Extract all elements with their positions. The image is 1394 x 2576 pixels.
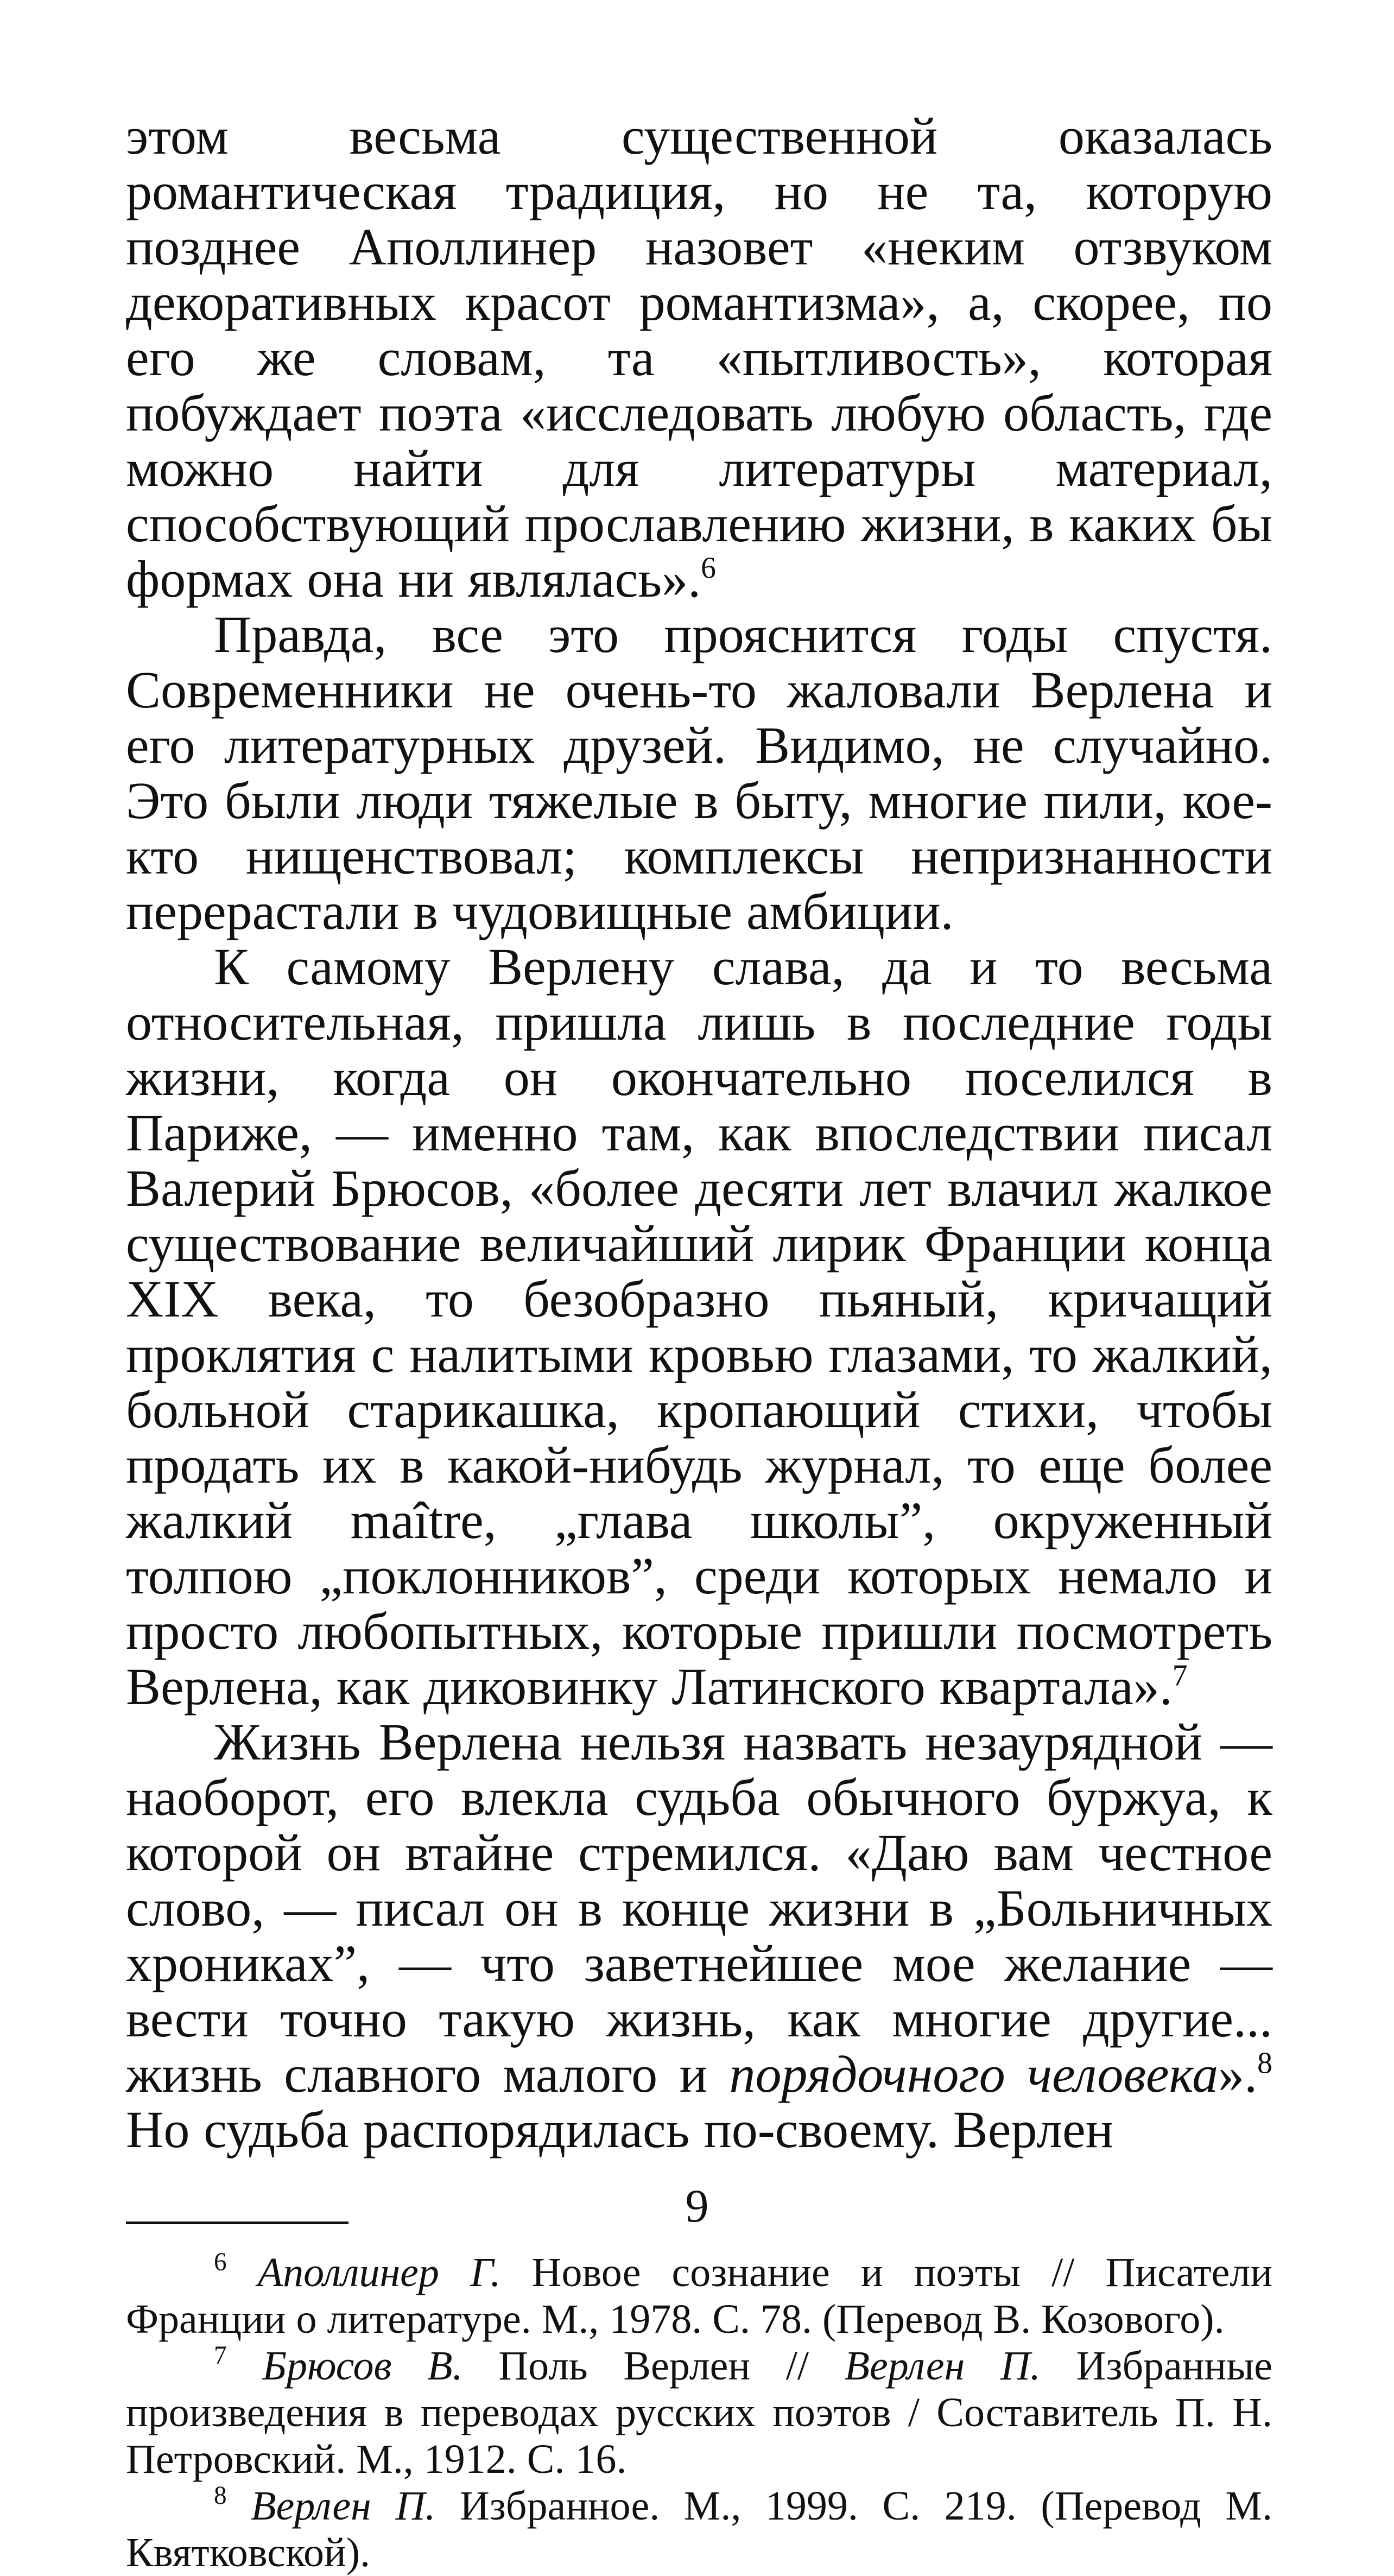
body-paragraph-4: Жизнь Верлена нельзя назвать незаурядной — наоборот, его влекла судьба обычного буржуа, к которой он втайне стремился. «Даю вам честное слово, — писал он в конце жизни в „Больничных хрониках”, — что заветнейшее мое желание — вести точно такую жизнь, как многие другие... жизнь славного малого и порядочного человека».$^8$ Но судьба распорядилась по-своему. Верлен — [126, 1713, 1273, 2159]
footnote-ref-7[interactable]: 7 — [1172, 1659, 1188, 1693]
footnote-author-2: Верлен П. — [844, 2343, 1041, 2389]
footnote-number: 7 — [214, 2341, 227, 2370]
body-paragraph-2: Правда, все это прояснится годы спустя. Современники не очень-то жаловали Верлена и его литературных друзей. Видимо, не случайно. Это были люди тяжелые в быту, многие пили, кое-кто нищенствовал; комплексы непризнанности перерастали в чудовищные амбиции. — [126, 605, 1272, 940]
footnote-number: 6 — [214, 2248, 227, 2276]
footnote-ref-8[interactable]: 8 — [1257, 2046, 1273, 2080]
footnote-author: Брюсов В. — [262, 2343, 463, 2389]
footnote-6: $^6$ Аполлинер Г. Новое сознание и поэты // Писатели Франции о литературе. М., 1978. С. 78. (Перевод В. Козового). — [126, 2248, 1272, 2342]
footnote-number: 8 — [214, 2481, 227, 2510]
page-number: 9 — [685, 2180, 709, 2232]
footnote-ref-6[interactable]: 6 — [701, 551, 716, 585]
footnote-8: $^8$ Верлен П. Избранное. М., 1999. С. 219. (Перевод М. Квятковской). — [126, 2481, 1272, 2575]
body-paragraph-3: К самому Верлену слава, да и то весьма относительная, пришла лишь в последние годы жизни, когда он окончательно поселился в Париже, — именно там, как впоследствии писал Валерий Брюсов, «более десяти лет влачил жалкое существование величайший лирик Франции конца XIX века, то безобразно пьяный, кричащий проклятия с налитыми кровью глазами, то жалкий, больной старикашка, кропающий стихи, чтобы продать их в какой-нибудь журнал, то еще более жалкий maître, „глава школы”, окруженный толпою „поклонников”, среди которых немало и просто любопытных, которые пришли посмотреть Верлена, как диковинку Латинского квартала».$^7$ — [126, 938, 1272, 1716]
italic-quote: порядочного человека — [729, 2045, 1219, 2103]
body-paragraph-1: этом весьма существенной оказалась романтическая традиция, но не та, которую позднее Аполлинер назовет «неким отзвуком декоративных красот романтизма», а, скорее, по его же словам, та «пытливость», которая побуждает поэта «исследовать любую область, где можно найти для литературы материал, способствующий прославлению жизни, в каких бы формах она ни являлась».$^6$ — [126, 107, 1272, 608]
footnote-author: Верлен П. — [251, 2483, 436, 2529]
footnote-7: $^7$ Брюсов В. Поль Верлен // Верлен П. Избранные произведения в переводах русских поэтов / Составитель П. Н. Петровский. М., 1912. С. 16. — [126, 2341, 1273, 2482]
footnote-author: Аполлинер Г. — [257, 2250, 501, 2295]
